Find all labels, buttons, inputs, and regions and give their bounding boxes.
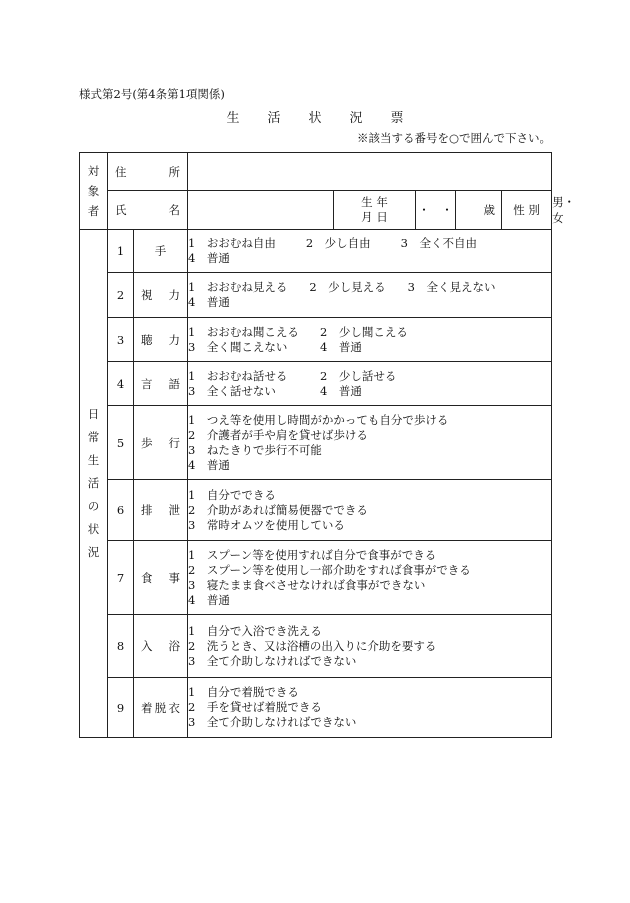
item-number: 1	[108, 230, 134, 273]
subject-section-label: 対 象 者	[80, 153, 108, 230]
address-label: 住 所	[108, 153, 188, 191]
title-char: 生	[226, 111, 240, 126]
instruction-note: ※該当する番号を○で囲んで下さい。	[356, 131, 551, 145]
age-field[interactable]: 歳	[456, 191, 502, 230]
item-row-meal	[80, 541, 552, 615]
item-label: 入 浴	[134, 615, 188, 678]
life-status-table: 対 象 者 住 所 氏 名 生 年 月 日 ・ ・ 歳 性 別 男・女 日 常 生 活 の 状 況 1 手 1 おおむね自由 2 少し自由 3 全く不自由 4 普通 2 視 力 1 おおむね見える 2 少し見える 3 全く見えない 4 普通 3 聴 力 1 おおむね聞こえる 2 少し聞こえる 3 全く聞こえない 4 普通 4 言 語 1 おおむね話せる 2 少し話せる 3 全く話せない 4 普通 5 歩 行 1 つえ等を使用し時間がかかっても自分で歩ける 2 介護者が手や肩を貸せば歩ける 3 ねたきりで歩行不可能 4 普通 6 排 泄 1 自分でできる 2 介助があれば簡易便器でできる 3 常時オムツを使用している 7 食 事 1 スプーン等を使用すれば自分で食事ができる 2 スプーン等を使用し一部介助をすれば食事ができる 3 寝たまま食べさせなければ食事ができない 4 普通 8 入 浴 1 自分で入浴でき洗える 2 洗うとき、又は浴槽の出入りに介助を要する 3 全て介助しなければできない 9 着 脱 衣 1 自分で着脱できる 2 手を貸せば着脱できる 3 全て介助しなければできない	[79, 152, 552, 738]
item-options[interactable]: 1 おおむね話せる 2 少し話せる 3 全く話せない 4 普通	[188, 362, 552, 406]
item-number: 6	[108, 480, 134, 541]
birthdate-field[interactable]: ・ ・	[416, 191, 456, 230]
item-number: 3	[108, 318, 134, 362]
item-options[interactable]: 1 おおむね聞こえる 2 少し聞こえる 3 全く聞こえない 4 普通	[188, 318, 552, 362]
gender-label: 性 別	[502, 191, 552, 230]
item-label: 歩 行	[134, 406, 188, 480]
item-options[interactable]: 1 おおむね自由 2 少し自由 3 全く不自由 4 普通	[188, 230, 552, 273]
item-row-walking	[80, 406, 552, 480]
item-number: 5	[108, 406, 134, 480]
item-row-vision	[80, 273, 552, 318]
item-row-dressing	[80, 678, 552, 738]
item-label: 食 事	[134, 541, 188, 615]
name-label: 氏 名	[108, 191, 188, 230]
item-options[interactable]: 1 スプーン等を使用すれば自分で食事ができる 2 スプーン等を使用し一部介助をすれば食事ができる 3 寝たまま食べさせなければ食事ができない 4 普通	[188, 541, 552, 615]
item-row-bathing	[80, 615, 552, 678]
item-row-hearing	[80, 318, 552, 362]
item-label: 視 力	[134, 273, 188, 318]
item-number: 2	[108, 273, 134, 318]
item-options[interactable]: 1 おおむね見える 2 少し見える 3 全く見えない 4 普通	[188, 273, 552, 318]
name-field[interactable]	[188, 191, 334, 230]
daily-life-section-label: 日 常 生 活 の 状 況	[80, 230, 108, 738]
title-char: 状	[308, 111, 322, 126]
item-number: 9	[108, 678, 134, 738]
item-label: 手	[134, 230, 188, 273]
item-options[interactable]: 1 自分で入浴でき洗える 2 洗うとき、又は浴槽の出入りに介助を要する 3 全て介助しなければできない	[188, 615, 552, 678]
item-label: 言 語	[134, 362, 188, 406]
form-number: 様式第2号(第4条第1項関係)	[79, 87, 225, 101]
form-title	[0, 107, 630, 126]
item-label: 排 泄	[134, 480, 188, 541]
item-options[interactable]: 1 つえ等を使用し時間がかかっても自分で歩ける 2 介護者が手や肩を貸せば歩ける 3 ねたきりで歩行不可能 4 普通	[188, 406, 552, 480]
item-label: 聴 力	[134, 318, 188, 362]
item-row-hand	[80, 230, 552, 273]
item-number: 4	[108, 362, 134, 406]
item-row-excretion	[80, 480, 552, 541]
item-label: 着 脱 衣	[134, 678, 188, 738]
title-char: 活	[267, 111, 281, 126]
item-number: 8	[108, 615, 134, 678]
title-char: 票	[390, 111, 404, 126]
address-field[interactable]	[188, 153, 552, 191]
item-row-speech	[80, 362, 552, 406]
item-number: 7	[108, 541, 134, 615]
title-char: 況	[349, 111, 363, 126]
item-options[interactable]: 1 自分でできる 2 介助があれば簡易便器でできる 3 常時オムツを使用している	[188, 480, 552, 541]
item-options[interactable]: 1 自分で着脱できる 2 手を貸せば着脱できる 3 全て介助しなければできない	[188, 678, 552, 738]
birthdate-label: 生 年 月 日	[334, 191, 416, 230]
